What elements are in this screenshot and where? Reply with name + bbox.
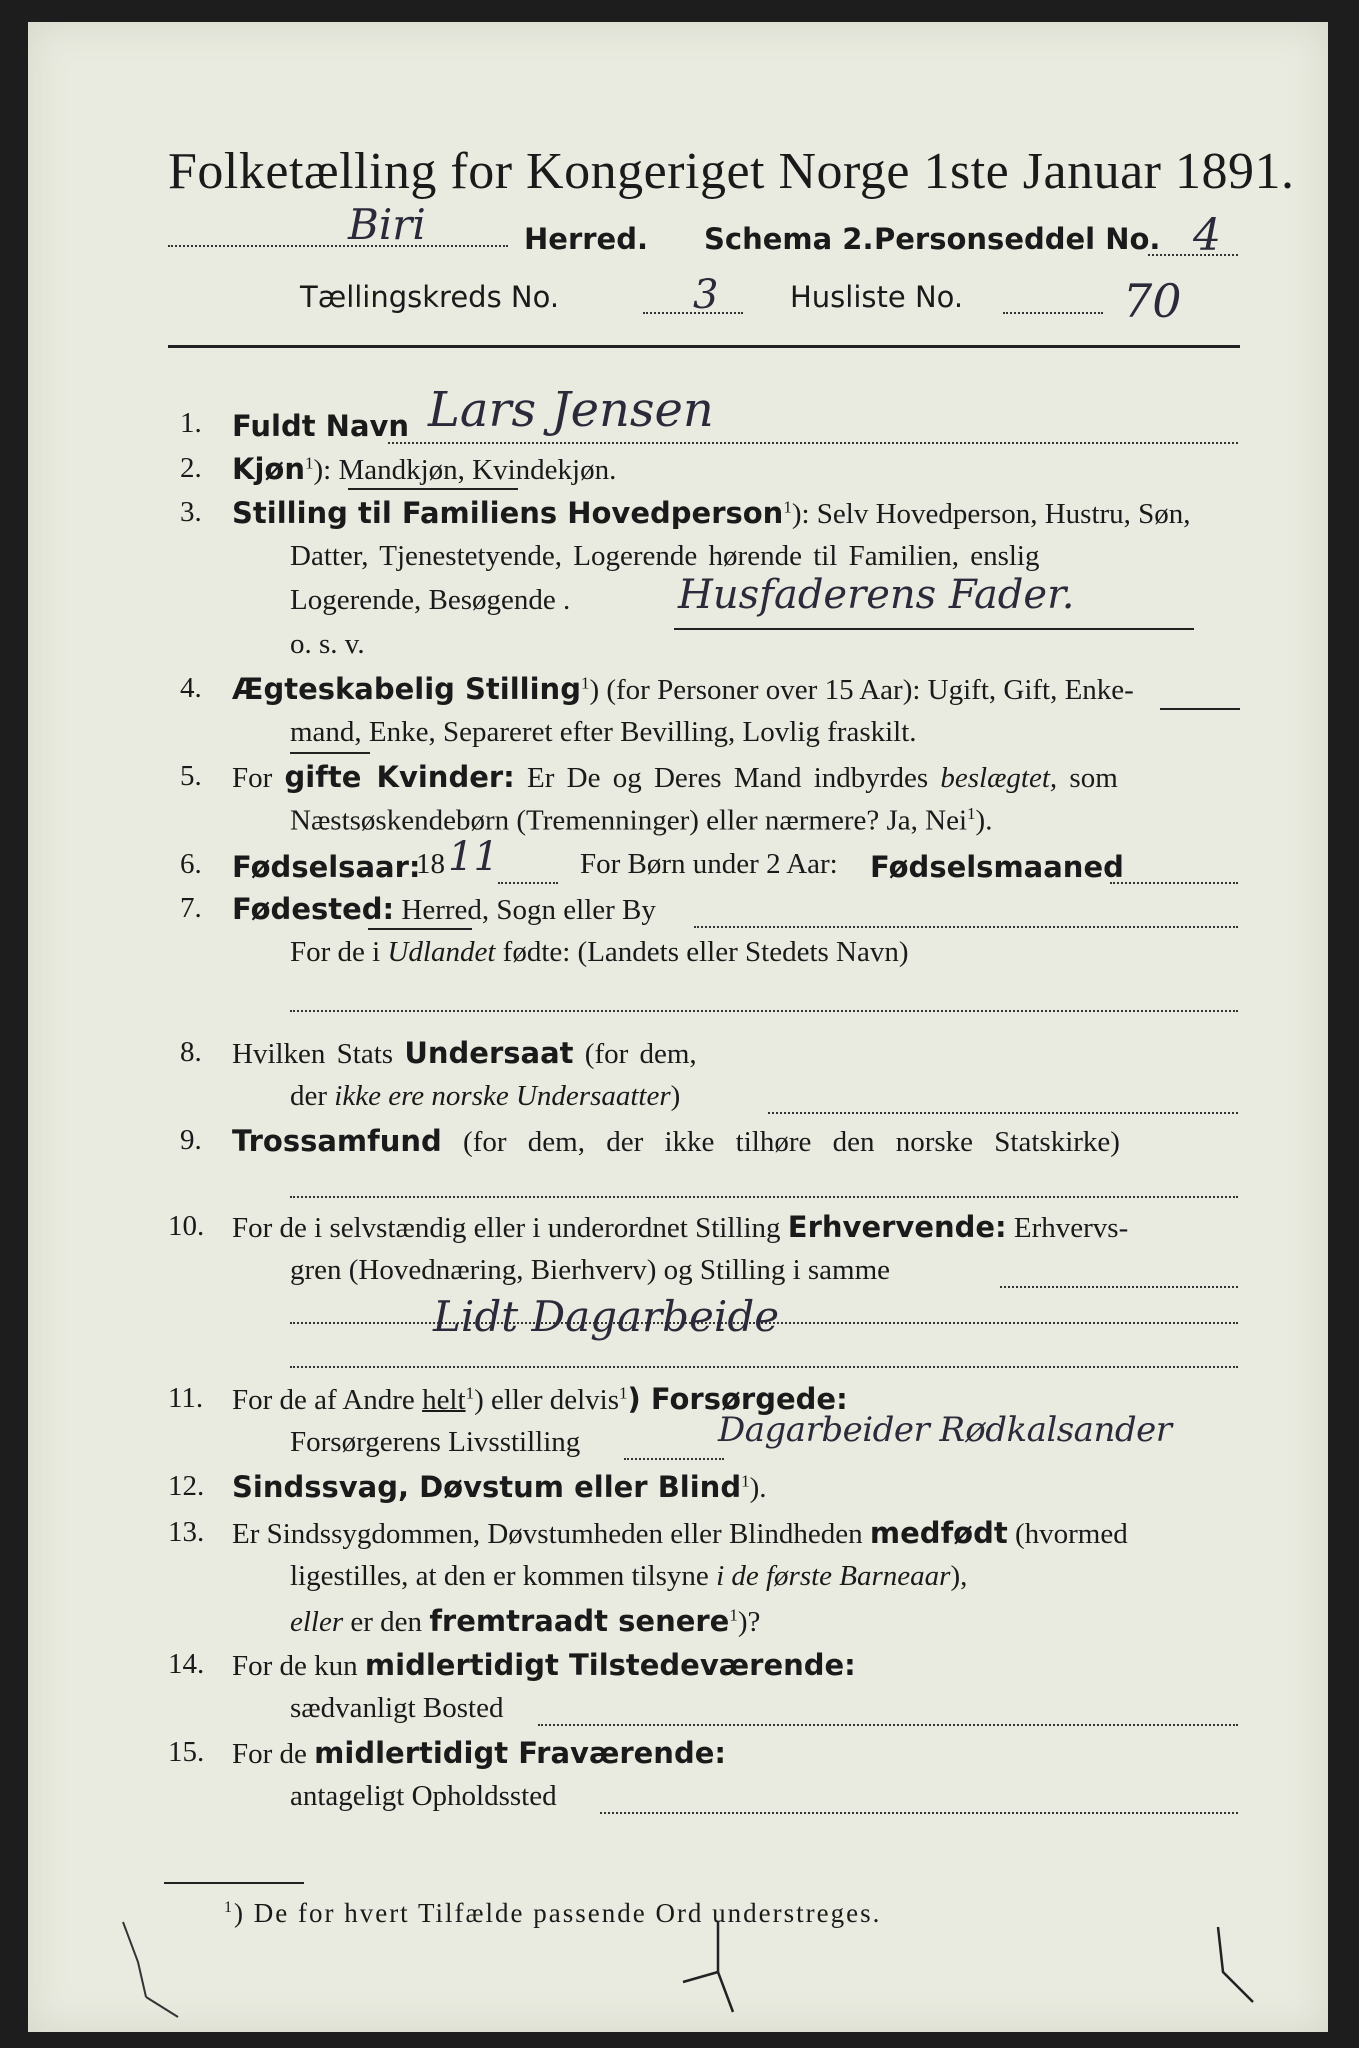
item-number: 2. (180, 452, 202, 484)
item-number: 8. (180, 1036, 202, 1068)
q3-line1 (232, 496, 1191, 531)
q2-underline (348, 488, 518, 490)
q5-line1-end: som (1069, 762, 1118, 794)
q13-line1-pre: Er Sindssygdommen, Døvstumheden eller Blindheden (232, 1518, 863, 1550)
q13-line2 (290, 1560, 967, 1593)
q12-line1 (232, 1470, 767, 1505)
q10-line1-end: Erhvervs- (1013, 1212, 1129, 1244)
schema-label: Schema 2. (704, 222, 874, 256)
q8-dots (768, 1112, 1238, 1114)
footnote-text: ) De for hvert Tilfælde passende Ord understreges. (234, 1898, 882, 1928)
q4-line2: mand, Enke, Separeret efter Bevilling, Lovlig fraskilt. (290, 716, 917, 748)
q4-label: Ægteskabelig Stilling (232, 672, 581, 706)
q14-dots (538, 1724, 1238, 1726)
q3-line1-rest: ): Selv Hovedperson, Hustru, Søn, (791, 498, 1191, 530)
q6-dots (498, 882, 558, 884)
q10-answer-dots2 (290, 1366, 1238, 1368)
q3-line4: o. s. v. (290, 628, 365, 660)
q3-line2: Datter, Tjenestetyende, Logerende hørende til Familien, enslig (290, 540, 1040, 572)
q6-label2: Fødselsmaaned (870, 850, 1124, 884)
q13-line2-pre: ligestilles, at den er kommen tilsyne (290, 1560, 709, 1592)
q3-label: Stilling til Familiens Hovedperson (232, 496, 784, 530)
q13-line3-mid: er den (350, 1606, 423, 1638)
q11-label: ) Forsørgede: (627, 1382, 848, 1416)
q7-line1 (232, 892, 656, 927)
census-form-sheet (28, 22, 1328, 2032)
q11-line1-pre: For de af Andre (232, 1384, 415, 1416)
form-title: Folketælling for Kongeriget Norge 1ste Januar 1891. (168, 143, 1295, 200)
q13-sup: 1 (729, 1605, 738, 1625)
q12-rest: ). (749, 1472, 767, 1504)
q8-line1-pre: Hvilken Stats (232, 1038, 394, 1070)
header-divider (168, 345, 1240, 348)
item-number: 6. (180, 848, 202, 880)
q7-herred-underline (368, 928, 472, 930)
item-number: 5. (180, 760, 202, 792)
q6-rest: For Børn under 2 Aar: (580, 848, 838, 880)
item-number: 13. (168, 1516, 205, 1548)
q7-line2-italic: Udlandet (387, 936, 496, 968)
q13-label2: fremtraadt senere (429, 1604, 730, 1638)
q9-line1 (232, 1124, 1120, 1159)
q8-label: Undersaat (404, 1036, 574, 1070)
item-number: 7. (180, 892, 202, 924)
q7-dots (694, 926, 1238, 928)
q13-line1-end: (hvormed (1014, 1518, 1128, 1550)
q10-answer: Lidt Dagarbeide (433, 1292, 780, 1341)
q8-line2-pre: der (290, 1080, 328, 1112)
q13-line3-end: )? (737, 1606, 761, 1638)
q6-answer: 11 (448, 834, 499, 880)
q15-line1 (232, 1736, 726, 1771)
q7-rest: Herred, Sogn eller By (401, 894, 656, 926)
q7-label: Fødested: (232, 892, 395, 926)
q5-line2-text: Næstsøskendebørn (Tremenninger) eller nærmere? Ja, Nei (290, 804, 968, 837)
herred-value: Biri (348, 200, 426, 249)
q13-label: medfødt (869, 1516, 1008, 1550)
q3-sup: 1 (783, 497, 792, 517)
q14-label: midlertidigt Tilstedeværende: (364, 1648, 856, 1682)
q8-line1-end: (for dem, (584, 1038, 697, 1070)
q11-line1-mid: ) eller delvis (474, 1384, 620, 1416)
husliste-value: 70 (1123, 274, 1182, 328)
q2-line (232, 452, 616, 487)
item-number: 11. (168, 1382, 204, 1414)
fold-marks (28, 1902, 1328, 2032)
item-number: 9. (180, 1124, 202, 1156)
q8-line2-end: ) (670, 1080, 681, 1112)
q7-answer-dots (290, 1010, 1238, 1012)
q13-line2-italic: i de første Barneaar (716, 1560, 951, 1592)
q4-sup: 1 (580, 673, 590, 693)
q11-helt: helt (422, 1384, 466, 1416)
item-number: 4. (180, 672, 202, 704)
q7-line2-pre: For de i (290, 936, 381, 968)
footnote-sup: 1 (224, 1899, 234, 1916)
q5-sup: 1 (967, 804, 976, 823)
q9-rest: (for dem, der ikke tilhøre den norske Statskirke) (463, 1126, 1120, 1158)
item-number: 15. (168, 1736, 205, 1768)
item-number: 12. (168, 1470, 205, 1502)
q14-line2: sædvanligt Bosted (290, 1692, 504, 1724)
kreds-label: Tællingskreds No. (300, 280, 560, 314)
q5-line1-italic: beslægtet, (940, 762, 1058, 794)
q7-line2 (290, 936, 909, 969)
q11-dots (624, 1458, 724, 1460)
q8-line2-italic: ikke ere norske Undersaatter (334, 1080, 671, 1112)
item-number: 10. (168, 1210, 205, 1242)
q9-dots (290, 1196, 1238, 1198)
q5-line2-end: ). (975, 804, 993, 837)
q4-line1-rest: ) (for Personer over 15 Aar): Ugift, Gift, Enke- (589, 674, 1134, 706)
personseddel-label: Personseddel No. (874, 222, 1161, 256)
herred-dots (168, 245, 508, 247)
q10-dots (1000, 1286, 1238, 1288)
q10-line1 (232, 1210, 1128, 1245)
q12-label: Sindssvag, Døvstum eller Blind (232, 1470, 742, 1504)
q11-sup: 1 (465, 1383, 475, 1403)
q5-label: gifte Kvinder: (284, 760, 515, 794)
q5-label-pre: For (232, 762, 273, 794)
q2-sup: 1 (304, 453, 314, 473)
q15-dots (600, 1812, 1238, 1814)
q13-line1 (232, 1516, 1128, 1551)
item-number: 14. (168, 1648, 205, 1680)
q4-enke-underline (1160, 708, 1240, 710)
q1-answer: Lars Jensen (428, 382, 714, 438)
q11-answer: Dagarbeider Rødkalsander (718, 1410, 1172, 1450)
q8-line1 (232, 1036, 697, 1071)
personseddel-value: 4 (1193, 210, 1221, 261)
q15-label: midlertidigt Fraværende: (314, 1736, 726, 1770)
q13-line2-end: ), (950, 1560, 968, 1592)
item-number: 1. (180, 407, 202, 439)
q6-dots2 (1110, 882, 1238, 884)
husliste-dots (1003, 312, 1103, 314)
q15-line1-pre: For de (232, 1738, 307, 1770)
herred-label: Herred. (524, 222, 648, 256)
q14-line1 (232, 1648, 856, 1683)
q5-line1 (232, 760, 1118, 795)
q5-line2 (290, 804, 992, 838)
q3-line3: Logerende, Besøgende . (290, 584, 571, 616)
q2-label: Kjøn (232, 452, 305, 486)
q14-line1-pre: For de kun (232, 1650, 358, 1682)
q13-line3 (290, 1604, 760, 1639)
q15-line2: antageligt Opholdssted (290, 1780, 557, 1812)
q8-line2 (290, 1080, 680, 1113)
q10-label: Erhvervende: (787, 1210, 1007, 1244)
q1-dots (388, 442, 1238, 444)
q9-label: Trossamfund (232, 1124, 442, 1158)
q6-label: Fødselsaar: (232, 850, 421, 884)
footnote-rule (164, 1882, 304, 1884)
husliste-label: Husliste No. (790, 280, 964, 314)
item-number: 3. (180, 496, 202, 528)
q7-line2-end: fødte: (Landets eller Stedets Navn) (502, 936, 909, 968)
q4-mand-underline (290, 752, 370, 754)
q10-line2: gren (Hovednæring, Bierhverv) og Stilling i samme (290, 1254, 891, 1286)
q3-answer: Husfaderens Fader. (678, 572, 1075, 618)
q2-rest: ): Mandkjøn, Kvindekjøn. (313, 454, 617, 486)
q12-sup: 1 (741, 1471, 750, 1491)
q3-answer-underline (674, 628, 1194, 630)
q5-line1-rest: Er De og Deres Mand indbyrdes (527, 762, 929, 794)
kreds-value: 3 (693, 272, 719, 318)
q13-line3-italic: eller (290, 1606, 344, 1638)
q1-label: Fuldt Navn (232, 409, 410, 443)
q6-prefix: 18 (416, 848, 445, 880)
q10-line1-pre: For de i selvstændig eller i underordnet Stilling (232, 1212, 781, 1244)
q4-line1 (232, 672, 1134, 707)
q11-line2: Forsørgerens Livsstilling (290, 1426, 581, 1458)
q11-sup2: 1 (619, 1383, 628, 1403)
